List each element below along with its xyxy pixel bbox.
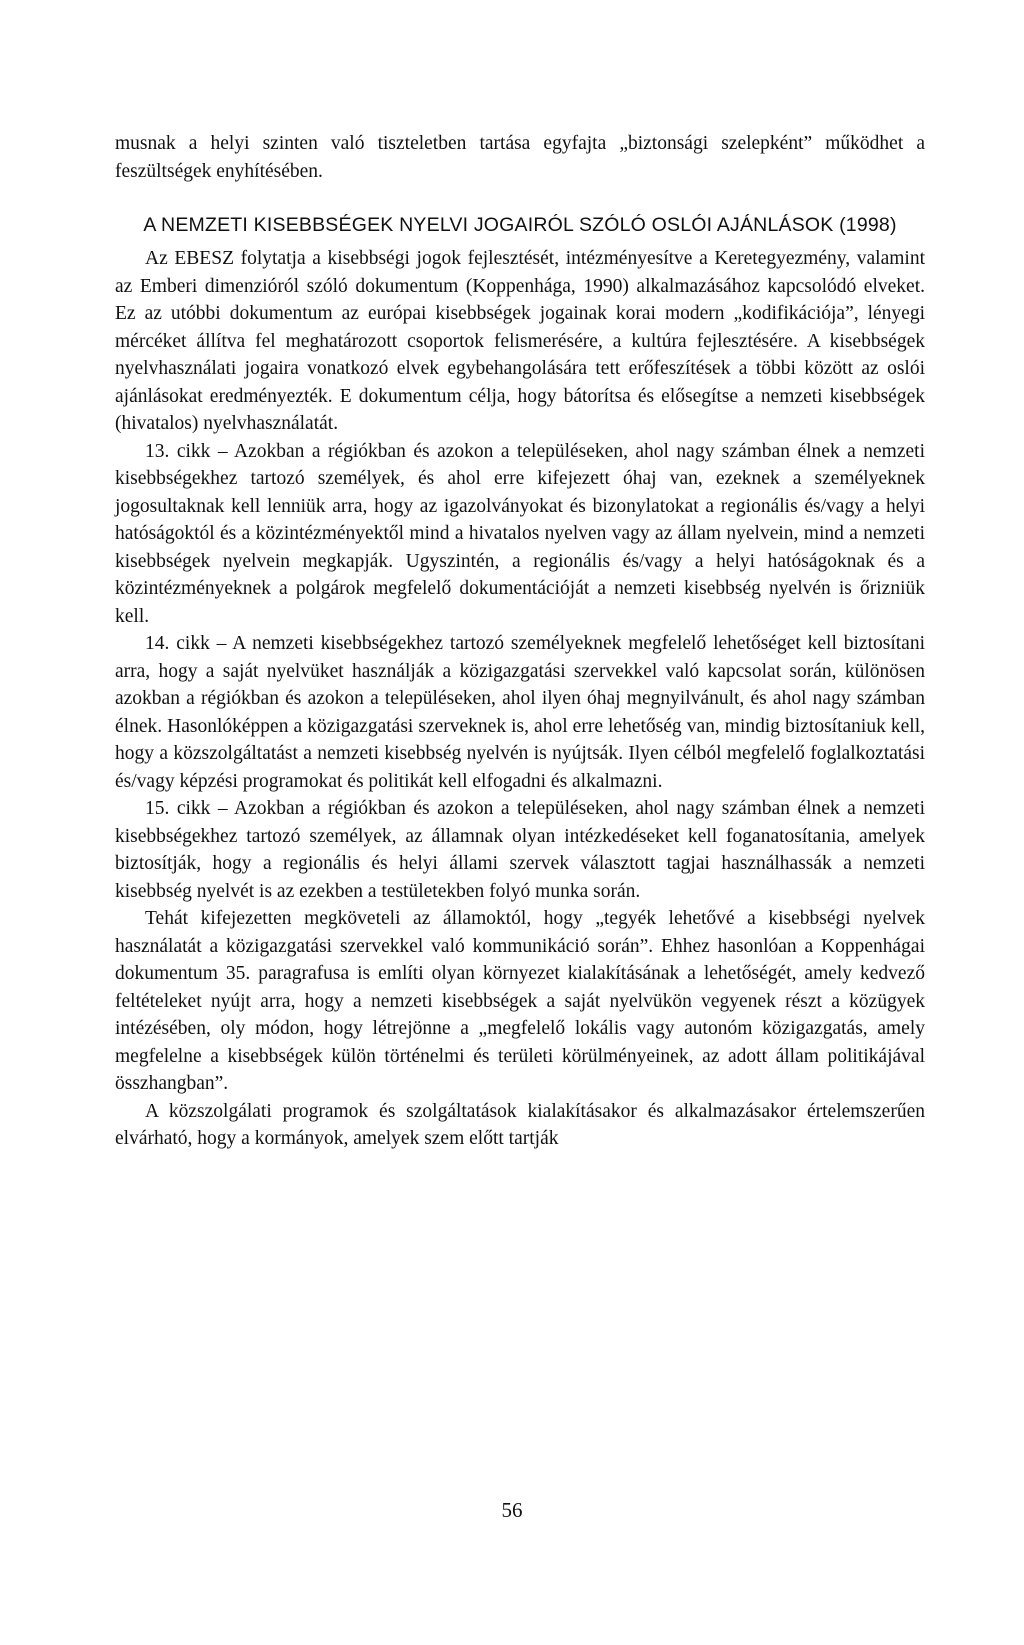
paragraph-article-13: 13. cikk – Azokban a régiókban és azokon a településeken, ahol nagy számban élnek a nemzeti kisebbségekhez tartozó személyek, és ahol erre kifejezett óhaj van, ezeknek a személyeknek jogosultaknak kell lenniük arra, hogy az igazolványokat és bizonylatokat a regionális és/vagy a helyi hatóságoktól és a közintézményektől mind a hivatalos nyelven vagy az állam nyelvein, mind a nemzeti kisebbségek nyelvein megkapják. Ugyszintén, a regionális és/vagy a helyi hatóságoknak és a közintézményeknek a polgárok megfelelő dokumentációját a nemzeti kisebbség nyelvén is őrizniük kell. xyxy=(115,440,925,627)
paragraph-article-14: 14. cikk – A nemzeti kisebbségekhez tartozó személyeknek megfelelő lehetőséget kell biztosítani arra, hogy a saját nyelvüket használják a közigazgatási szervekkel való kapcsolat során, különösen azokban a régiókban és azokon a településeken, ahol ilyen óhaj megnyilvánult, és ahol nagy számban élnek. Hasonlóképpen a közigazgatási szerveknek is, ahol erre lehetőség van, mindig biztosítaniuk kell, hogy a közszolgáltatást a nemzeti kisebbség nyelvén is nyújtsák. Ilyen célból megfelelő foglalkoztatási és/vagy képzési programokat és politikát kell elfogadni és alkalmazni. xyxy=(115,633,925,792)
paragraph-requirements: Tehát kifejezetten megköveteli az államoktól, hogy „tegyék lehetővé a kisebbségi nyelvek használatát a közigazgatási szervekkel való kommunikáció során”. Ehhez hasonlóan a Koppenhágai dokumentum 35. paragrafusa is említi olyan környezet kialakításának a lehetőségét, amely kedvező feltételeket nyújt arra, hogy a nemzeti kisebbségek a saját nyelvükön vegyenek részt a közügyek intézésében, oly módon, hogy létrejönne a „megfelelő lokális vagy autonóm közigazgatás, amely megfelelne a kisebbségek külön történelmi és területi körülményeinek, az adott állam politikájával összhangban”. xyxy=(115,908,925,1094)
paragraph-ebesz: Az EBESZ folytatja a kisebbségi jogok fejlesztését, intézményesítve a Keretegyezmény, valamint az Emberi dimenzióról szóló dokumentum (Koppenhága, 1990) alkalmazásához kapcsolódó elveket. Ez az utóbbi dokumentum az európai kisebbségek jogainak korai modern „kodifikációja”, lényegi mércéket állítva fel meghatározott csoportok felismerésére, a kultúra fejlesztésére. A kisebbségek nyelvhasználati jogaira vonatkozó elvek egybehangolására tett erőfeszítések a többi között az oslói ajánlásokat eredményezték. E dokumentum célja, hogy bátorítsa és elősegítse a nemzeti kisebbségek (hivatalos) nyelvhasználatát. xyxy=(115,248,925,434)
paragraph-public-service: A közszolgálati programok és szolgáltatások kialakításakor és alkalmazásakor értelemszerűen elvárható, hogy a kormányok, amelyek szem előtt tartják xyxy=(115,1100,925,1149)
paragraph-article-15: 15. cikk – Azokban a régiókban és azokon a településeken, ahol nagy számban élnek a nemzeti kisebbségekhez tartozó személyek, az államnak olyan intézkedéseket kell foganatosítania, amelyek biztosítják, hogy a regionális és helyi állami szervek választott tagjai használhassák a nemzeti kisebbség nyelvét is az ezekben a testületekben folyó munka során. xyxy=(115,798,925,902)
section-heading: A NEMZETI KISEBBSÉGEK NYELVI JOGAIRÓL SZÓLÓ OSLÓI AJÁNLÁSOK (1998) xyxy=(143,214,897,236)
document-page xyxy=(115,130,925,1153)
page-number: 56 xyxy=(501,1498,523,1522)
intro-paragraph: musnak a helyi szinten való tiszteletben tartása egyfajta „biztonsági szelepként” működhet a feszültségek enyhítésében. xyxy=(115,133,925,182)
